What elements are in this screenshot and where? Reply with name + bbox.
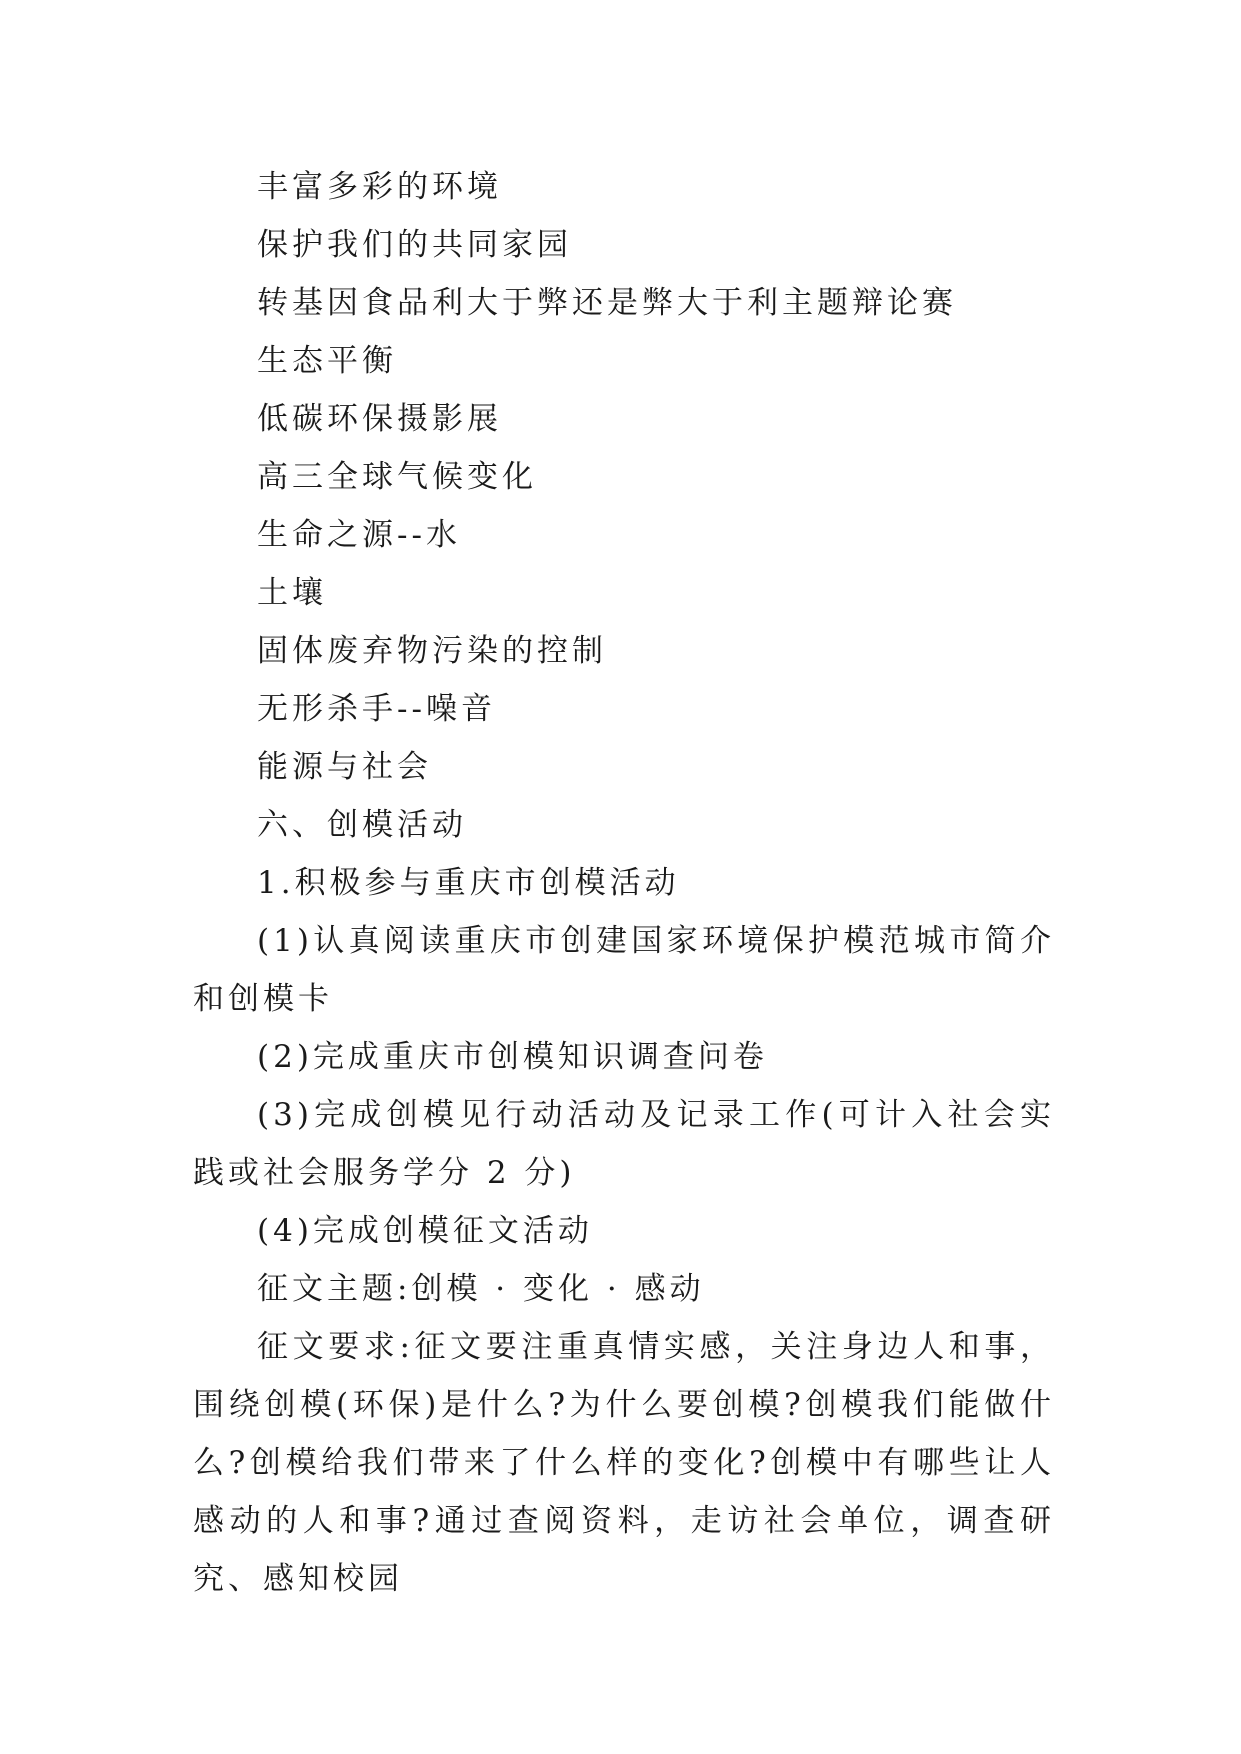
sub-item-paragraph: (1)认真阅读重庆市创建国家环境保护模范城市简介和创模卡 [193, 923, 1055, 1017]
essay-requirements: 征文要求:征文要注重真情实感，关注身边人和事，围绕创模(环保)是什么?为什么要创模?创模我们能做什么?创模给我们带来了什么样的变化?创模中有哪些让人感动的人和事?通过查阅资料，走访社会单位，调查研究、感知校园 [193, 1329, 1055, 1597]
document-body [193, 158, 1055, 1608]
section-heading: 六、创模活动 [257, 807, 467, 843]
topic-line: 生命之源--水 [257, 517, 461, 553]
topic-line: 生态平衡 [257, 343, 397, 379]
topic-line: 固体废弃物污染的控制 [257, 633, 607, 669]
sub-item-paragraph: (3)完成创模见行动活动及记录工作(可计入社会实践或社会服务学分 2 分) [193, 1097, 1055, 1191]
sub-item-paragraph: (2)完成重庆市创模知识调查问卷 [257, 1039, 768, 1075]
topic-line: 能源与社会 [257, 749, 432, 785]
topic-line: 丰富多彩的环境 [257, 169, 502, 205]
topic-line: 无形杀手--噪音 [257, 691, 496, 727]
sub-item-paragraph: (4)完成创模征文活动 [257, 1213, 593, 1249]
essay-theme: 征文主题:创模 · 变化 · 感动 [257, 1271, 705, 1307]
topic-line: 高三全球气候变化 [257, 459, 537, 495]
list-item-heading: 1.积极参与重庆市创模活动 [257, 865, 680, 901]
topic-line: 保护我们的共同家园 [257, 227, 572, 263]
topic-line: 土壤 [257, 575, 327, 611]
topic-line: 低碳环保摄影展 [257, 401, 502, 437]
topic-line: 转基因食品利大于弊还是弊大于利主题辩论赛 [257, 285, 957, 321]
